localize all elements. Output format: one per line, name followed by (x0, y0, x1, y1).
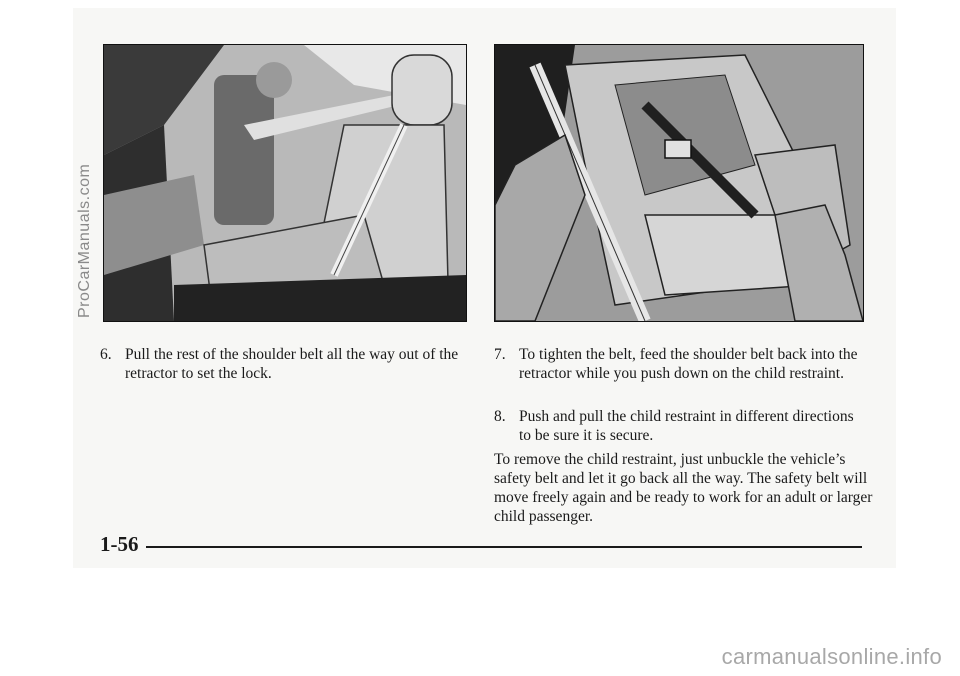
car-interior-illustration (104, 45, 466, 321)
footer-rule (146, 546, 862, 548)
step-6 (100, 345, 460, 383)
pull-shoulder-belt-illustration (103, 44, 467, 322)
step-text: To tighten the belt, feed the shoulder belt back into the retractor while you push down on the child restraint. (519, 346, 858, 382)
site-watermark: carmanualsonline.info (721, 644, 942, 669)
page-number: 1-56 (100, 532, 139, 556)
side-watermark: ProCarManuals.com (76, 163, 93, 318)
step-number: 8. (494, 408, 506, 425)
step-text: Push and pull the child restraint in different directions to be sure it is secure. (519, 408, 854, 444)
child-seat-illustration (495, 45, 863, 321)
step-7 (494, 345, 866, 383)
removal-paragraph: To remove the child restraint, just unbuckle the vehicle’s safety belt and let it go back all the way. The safety belt will move freely again and be ready to work for an adult or larger child passenger. (494, 451, 873, 525)
tighten-child-seat-illustration (494, 44, 864, 322)
step-8 (494, 407, 866, 445)
step-number: 6. (100, 346, 112, 363)
step-text: Pull the rest of the shoulder belt all the way out of the retractor to set the lock. (125, 346, 459, 382)
step-number: 7. (494, 346, 506, 363)
